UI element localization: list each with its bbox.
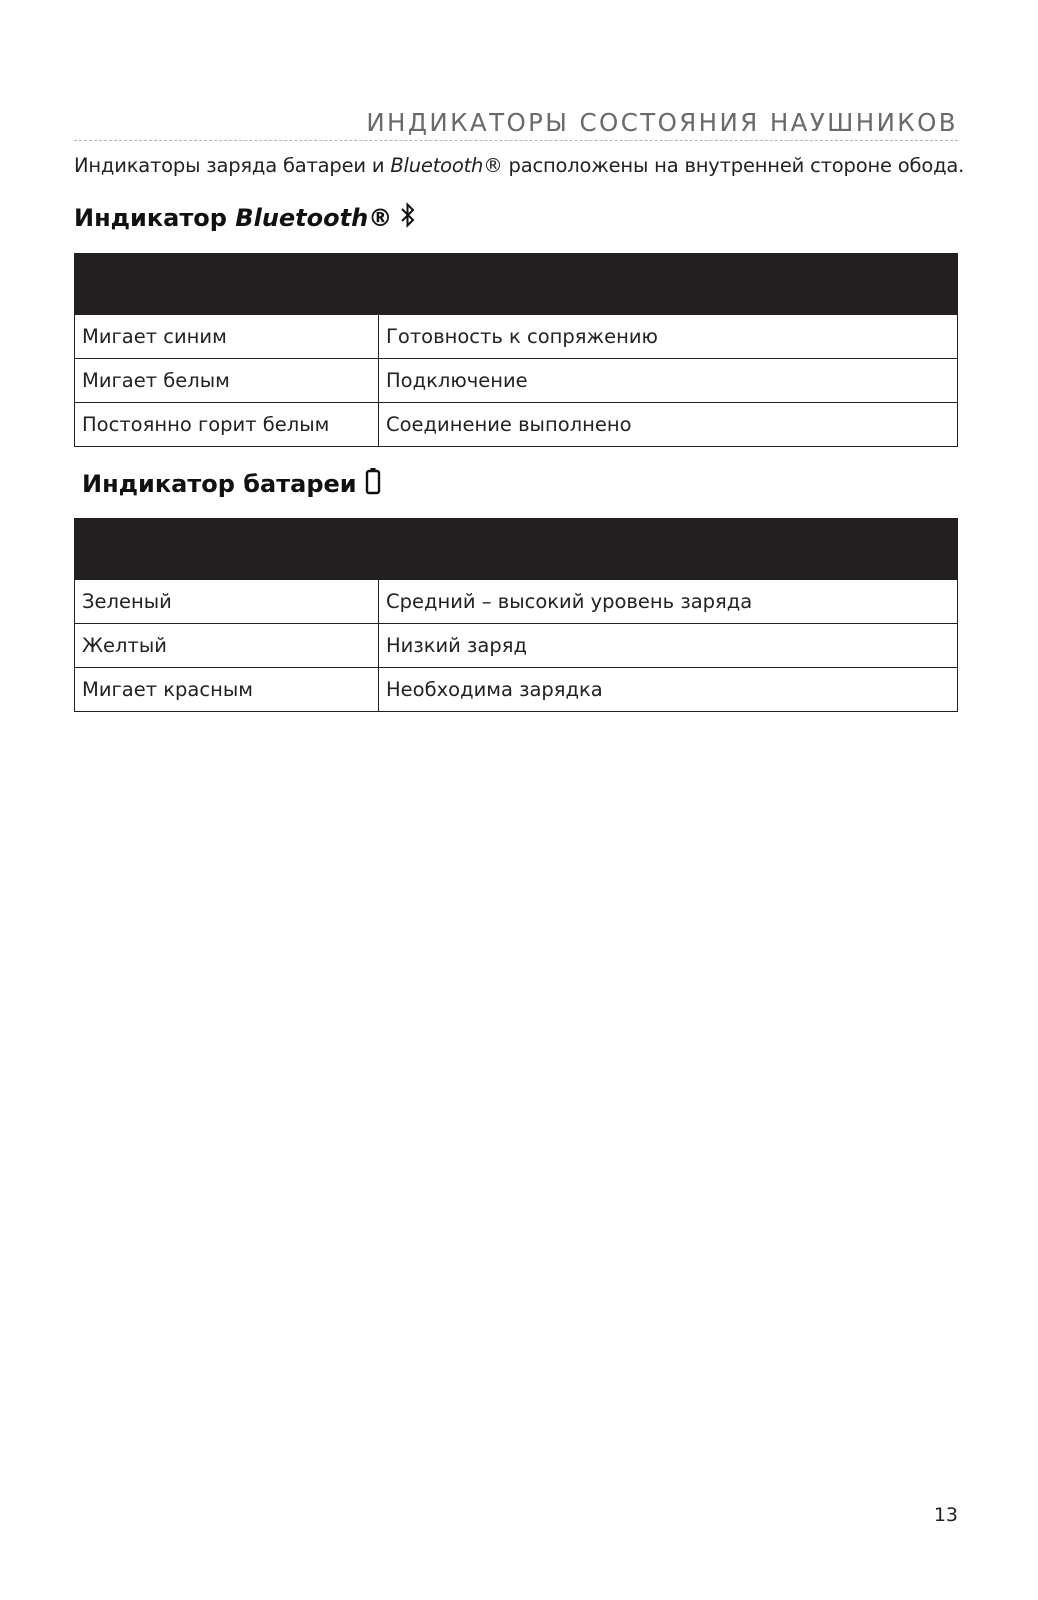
table-row — [75, 624, 958, 668]
battery-indicator-heading — [82, 467, 381, 501]
meaning-cell: Соединение выполнено — [379, 403, 958, 447]
battery-indicator-table — [74, 518, 958, 712]
meaning-cell: Низкий заряд — [379, 624, 958, 668]
table-header-cell — [75, 519, 379, 580]
table-header-row — [75, 254, 958, 315]
state-cell: Постоянно горит белым — [75, 403, 379, 447]
meaning-cell: Подключение — [379, 359, 958, 403]
page-number: 13 — [933, 1504, 958, 1526]
table-header-cell — [379, 254, 958, 315]
table-header-cell — [75, 254, 379, 315]
state-cell: Мигает белым — [75, 359, 379, 403]
table-row — [75, 403, 958, 447]
meaning-cell: Средний – высокий уровень заряда — [379, 580, 958, 624]
table-row — [75, 668, 958, 712]
state-cell: Зеленый — [75, 580, 379, 624]
table-row — [75, 580, 958, 624]
page-section-title: ИНДИКАТОРЫ СОСТОЯНИЯ НАУШНИКОВ — [366, 108, 958, 137]
intro-brand: Bluetooth — [390, 154, 484, 177]
bluetooth-heading-brand: Bluetooth — [235, 204, 369, 232]
page-header — [74, 106, 958, 141]
battery-heading-text: Индикатор батареи — [82, 470, 357, 498]
bluetooth-indicator-heading — [74, 202, 416, 234]
intro-text-before: Индикаторы заряда батареи и — [74, 154, 391, 177]
intro-paragraph — [74, 154, 974, 177]
table-row — [75, 315, 958, 359]
table-header-row — [75, 519, 958, 580]
state-cell: Желтый — [75, 624, 379, 668]
meaning-cell: Необходима зарядка — [379, 668, 958, 712]
bluetooth-heading-prefix: Индикатор — [74, 204, 236, 232]
intro-text-after: ® расположены на внутренней стороне обода. — [483, 154, 965, 177]
meaning-cell: Готовность к сопряжению — [379, 315, 958, 359]
bluetooth-indicator-table — [74, 253, 958, 447]
bluetooth-icon — [400, 202, 416, 234]
table-header-cell — [379, 519, 958, 580]
state-cell: Мигает синим — [75, 315, 379, 359]
bluetooth-heading-suffix: ® — [368, 204, 393, 232]
table-row — [75, 359, 958, 403]
state-cell: Мигает красным — [75, 668, 379, 712]
battery-icon — [365, 467, 381, 501]
